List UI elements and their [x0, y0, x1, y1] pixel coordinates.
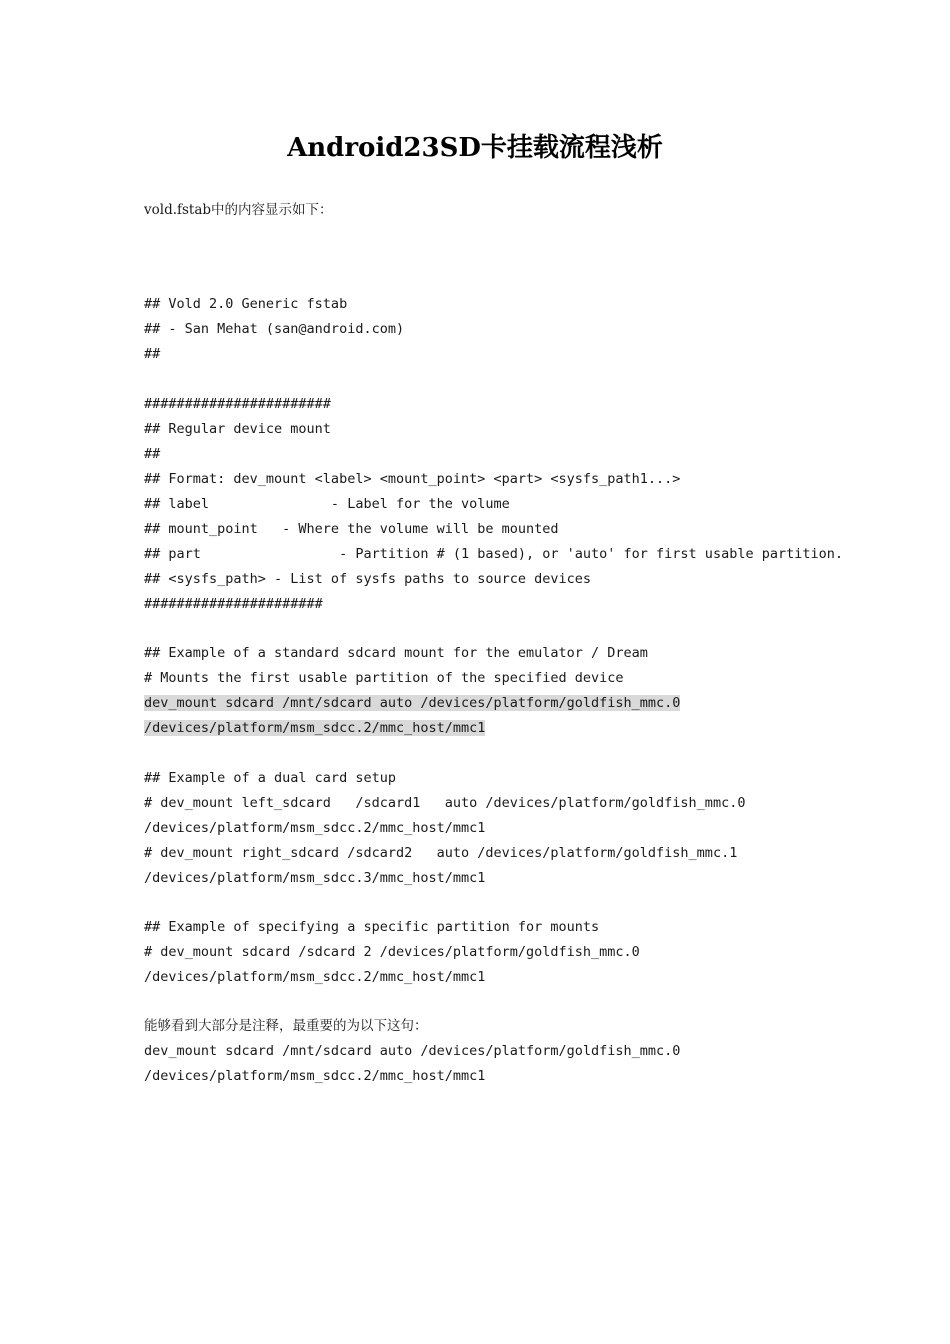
fstab-line-highlighted: [144, 693, 680, 713]
fstab-line: ##: [144, 346, 161, 362]
conclusion-text: 能够看到大部分是注释，最重要的为以下这句：: [144, 1018, 428, 1034]
fstab-line: /devices/platform/msm_sdcc.2/mmc_host/mmc1: [144, 969, 486, 985]
fstab-line: ## <sysfs_path> - List of sysfs paths to source devices: [144, 571, 592, 587]
fstab-line: # dev_mount right_sdcard /sdcard2 auto /devices/platform/goldfish_mmc.1: [144, 845, 738, 861]
fstab-line-highlighted: [144, 718, 485, 738]
fstab-line: ## Vold 2.0 Generic fstab: [144, 296, 348, 312]
key-line: dev_mount sdcard /mnt/sdcard auto /devices/platform/goldfish_mmc.0: [144, 1043, 681, 1059]
fstab-line: # Mounts the first usable partition of the specified device: [144, 670, 624, 686]
fstab-line: #######################: [144, 396, 331, 412]
fstab-line: ## mount_point - Where the volume will be mounted: [144, 521, 559, 537]
fstab-line: ## Example of a standard sdcard mount for the emulator / Dream: [144, 645, 648, 661]
fstab-line: ## Example of specifying a specific partition for mounts: [144, 919, 600, 935]
fstab-line: # dev_mount sdcard /sdcard 2 /devices/platform/goldfish_mmc.0: [144, 944, 640, 960]
fstab-line: ## label - Label for the volume: [144, 496, 510, 512]
fstab-line: ## Regular device mount: [144, 421, 331, 437]
intro-text: vold.fstab中的内容显示如下：: [144, 202, 333, 218]
fstab-line: ######################: [144, 596, 323, 612]
fstab-line: ## Example of a dual card setup: [144, 770, 396, 786]
key-line: /devices/platform/msm_sdcc.2/mmc_host/mmc1: [144, 1068, 486, 1084]
fstab-line: ## part - Partition # (1 based), or 'auto' for first usable partition.: [144, 546, 843, 562]
fstab-line: ##: [144, 446, 161, 462]
fstab-line: ## - San Mehat (san@android.com): [144, 321, 405, 337]
highlighted-text: /devices/platform/msm_sdcc.2/mmc_host/mmc1: [144, 720, 486, 736]
fstab-line: /devices/platform/msm_sdcc.3/mmc_host/mmc1: [144, 870, 486, 886]
fstab-line: ## Format: dev_mount <label> <mount_point> <part> <sysfs_path1...>: [144, 471, 681, 487]
highlighted-text: dev_mount sdcard /mnt/sdcard auto /devices/platform/goldfish_mmc.0: [144, 695, 681, 711]
fstab-line: /devices/platform/msm_sdcc.2/mmc_host/mmc1: [144, 820, 486, 836]
document-title: Android23SD卡挂载流程浅析: [287, 133, 663, 163]
fstab-line: # dev_mount left_sdcard /sdcard1 auto /devices/platform/goldfish_mmc.0: [144, 795, 746, 811]
